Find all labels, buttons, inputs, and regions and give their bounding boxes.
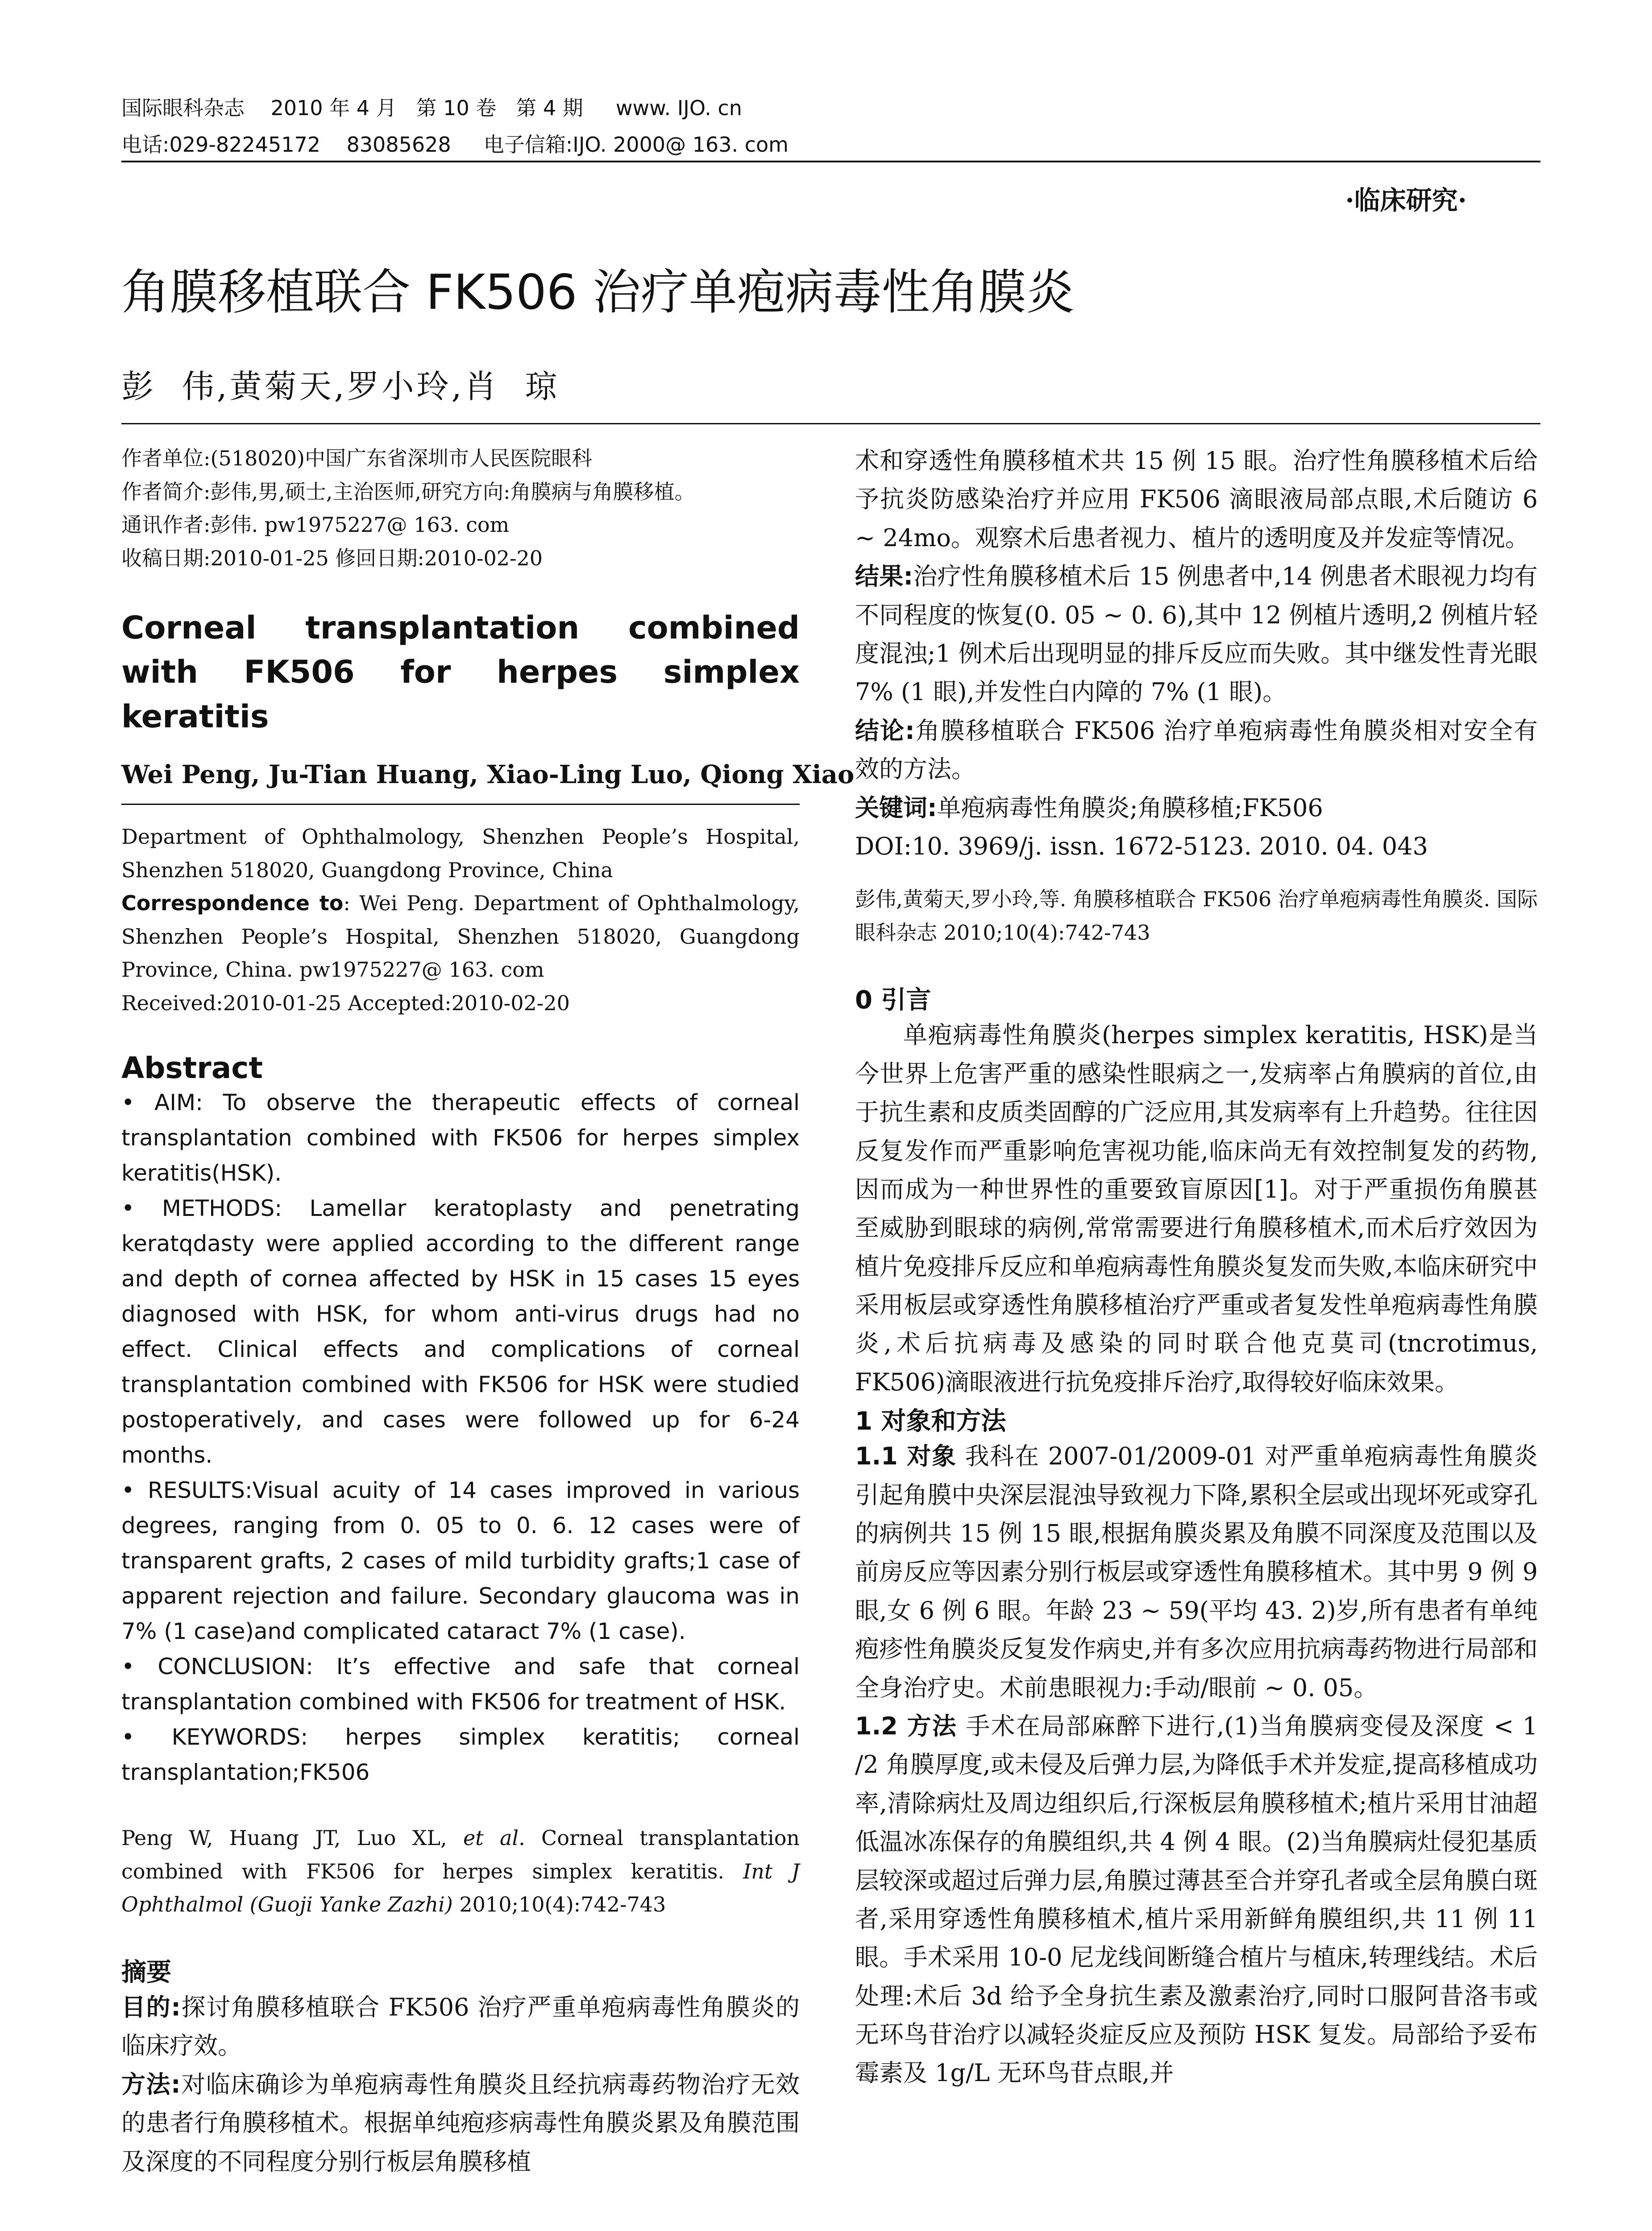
chinese-keywords: [855, 789, 1538, 827]
keywords-label: 关键词:: [855, 793, 937, 822]
abstract-aim: • AIM: To observe the therapeutic effects of corneal transplantation combined with FK506 for herpes simplex keratitis(HSK).: [121, 1090, 800, 1186]
english-correspondence: [121, 887, 800, 987]
citation-authors: Peng W, Huang JT, Luo XL,: [121, 1826, 447, 1850]
english-authors: Wei Peng, Ju-Tian Huang, Xiao-Ling Luo, Qiong Xiao: [121, 760, 855, 790]
english-title: Corneal transplantation combined with FK506 for herpes simplex keratitis: [121, 610, 800, 735]
affiliation: 作者单位:(518020)中国广东省深圳市人民医院眼科: [121, 446, 592, 470]
results-text: 治疗性角膜移植术后 15 例患者中,14 例患者术眼视力均有不同程度的恢复(0. 05 ~ 0. 6),其中 12 例植片透明,2 例植片轻度混浊;1 例术后出现明显的排斥反应而失败。其中继发性青光眼 7% (1 眼),并发性白内障的 7% (1 眼)。: [855, 562, 1538, 706]
abstract-conclusion: • CONCLUSION: It’s effective and safe that corneal transplantation combined with FK506 for treatment of HSK.: [121, 1654, 800, 1715]
introduction-heading: 0 引言: [855, 986, 931, 1015]
author-bio: 作者简介:彭伟,男,硕士,主治医师,研究方向:角膜病与角膜移植。: [121, 479, 695, 504]
abstract-methods: • METHODS: Lamellar keratoplasty and penetrating keratqdasty were applied according to the different range and depth of cornea affected by HSK in 15 cases 15 eyes diagnosed with HSK, for whom anti-virus drugs had no effect. Clinical effects and complications of corneal transplantation combined with FK506 for HSK were studied postoperatively, and cases were followed up for 6-24 months.: [121, 1195, 800, 1468]
english-affiliation: Department of Ophthalmology, Shenzhen People’s Hospital, Shenzhen 518020, Guangdong Province, China: [121, 825, 800, 882]
citation-journal: Int J Ophthalmol (Guoji Yanke Zazhi): [121, 1859, 800, 1917]
chinese-results: [855, 557, 1538, 712]
journal-header-line2: 电话:029-82245172 83085628 电子信箱:IJO. 2000@ 163. com: [121, 133, 789, 157]
subjects-label: 1.1 对象: [855, 1442, 957, 1471]
abstract-keywords: • KEYWORDS: herpes simplex keratitis; corneal transplantation;FK506: [121, 1724, 800, 1786]
right-column: [855, 442, 1538, 2093]
chinese-abstract-heading: 摘要: [121, 1957, 171, 1987]
subjects-paragraph: [855, 1437, 1538, 1707]
aim-text: 探讨角膜移植联合 FK506 治疗严重单疱病毒性角膜炎的临床疗效。: [121, 1993, 800, 2060]
conclusion-text: 角膜移植联合 FK506 治疗单疱病毒性角膜炎相对安全有效的方法。: [855, 716, 1538, 784]
method-label: 方法:: [121, 2070, 181, 2098]
introduction-text: 单疱病毒性角膜炎(herpes simplex keratitis, HSK)是当今世界上危害严重的感染性眼病之一,发病率占角膜病的首位,由于抗生素和皮质类固醇的广泛应用,其发病率有上升趋势。往往因反复发作而严重影响危害视功能,临床尚无有效控制复发的药物,因而成为一种世界性的重要致盲原因[1]。对于严重损伤角膜甚至威胁到眼球的病例,常常需要进行角膜移植术,而术后疗效因为植片免疫排斥反应和单疱病毒性角膜炎复发而失败,本临床研究中采用板层或穿透性角膜移植治疗严重或者复发性单疱病毒性角膜炎,术后抗病毒及感染的同时联合他克莫司(tncrotimus, FK506)滴眼液进行抗免疫排斥治疗,取得较好临床效果。: [855, 1021, 1538, 1396]
title-rule: [121, 423, 1540, 424]
received-dates: 收稿日期:2010-01-25 修回日期:2010-02-20: [121, 546, 543, 570]
chinese-method: [121, 2065, 800, 2181]
article-title: 角膜移植联合 FK506 治疗单疱病毒性角膜炎: [121, 265, 1075, 320]
chinese-citation: 彭伟,黄菊天,罗小玲,等. 角膜移植联合 FK506 治疗单疱病毒性角膜炎. 国际眼科杂志 2010;10(4):742-743: [855, 887, 1538, 945]
header-rule: [121, 161, 1540, 162]
abstract-heading: Abstract: [121, 1051, 263, 1086]
doi: DOI:10. 3969/j. issn. 1672-5123. 2010. 04. 043: [855, 832, 1428, 860]
keywords-text: 单疱病毒性角膜炎;角膜移植;FK506: [937, 793, 1323, 822]
aim-label: 目的:: [121, 1993, 181, 2021]
chinese-conclusion: [855, 712, 1538, 789]
method-text: 对临床确诊为单疱病毒性角膜炎且经抗病毒药物治疗无效的患者行角膜移植术。根据单纯疱疹病毒性角膜炎累及角膜范围及深度的不同程度分别行板层角膜移植: [121, 2070, 800, 2176]
method-section-label: 1.2 方法: [855, 1712, 958, 1740]
section-tag: ·临床研究·: [1345, 185, 1467, 216]
chinese-aim: [121, 1988, 800, 2065]
conclusion-label: 结论:: [855, 716, 915, 745]
left-column: [121, 442, 855, 2181]
journal-header-line1: 国际眼科杂志 2010 年 4 月 第 10 卷 第 4 期 www. IJO. cn: [121, 96, 742, 120]
abstract-results: • RESULTS:Visual acuity of 14 cases improved in various degrees, ranging from 0. 05 to 0. 6. 12 cases were of transparent grafts, 2 cases of mild turbidity grafts;1 case of apparent rejection and failure. Secondary glaucoma was in 7% (1 case)and complicated cataract 7% (1 case).: [121, 1477, 800, 1645]
author-list: 彭 伟,黄菊天,罗小玲,肖 琼: [121, 368, 560, 405]
correspondence-label: Correspondence to: [121, 891, 344, 916]
results-label: 结果:: [855, 562, 913, 591]
subjects-text: 我科在 2007-01/2009-01 对严重单疱病毒性角膜炎引起角膜中央深层混浊导致视力下降,累积全层或出现坏死或穿孔的病例共 15 例 15 眼,根据角膜炎累及角膜不同深度及范围以及前房反应等因素分别行板层或穿透性角膜移植术。其中男 9 例 9 眼,女 6 例 6 眼。年龄 23 ~ 59(平均 43. 2)岁,所有患者有单纯疱疹性角膜炎反复发作病史,并有多次应用抗病毒药物进行局部和全身治疗史。术前患眼视力:手动/眼前 ~ 0. 05。: [855, 1442, 1538, 1702]
english-citation: [121, 1821, 800, 1921]
english-received: Received:2010-01-25 Accepted:2010-02-20: [121, 991, 570, 1015]
citation-volume: 2010;10(4):742-743: [459, 1892, 666, 1917]
citation-title: . Corneal transplantation combined with FK506 for herpes simplex keratitis.: [121, 1826, 800, 1883]
method-paragraph: [855, 1707, 1538, 2093]
correspondence-text: : Wei Peng. Department of Ophthalmology, Shenzhen People’s Hospital, Shenzhen 518020, Guangdong Province, China. pw1975227@ 163. com: [121, 891, 800, 982]
english-authors-rule: [121, 804, 800, 805]
citation-etal: et al: [463, 1826, 519, 1850]
methods-heading: 1 对象和方法: [855, 1407, 1006, 1436]
method-section-text: 手术在局部麻醉下进行,(1)当角膜病变侵及深度 < 1 /2 角膜厚度,或未侵及后弹力层,为降低手术并发症,提高移植成功率,清除病灶及周边组织后,行深板层角膜移植术;植片采用甘油超低温冰冻保存的角膜组织,共 4 例 4 眼。(2)当角膜病灶侵犯基质层较深或超过后弹力层,角膜过薄甚至合并穿孔者或全层角膜白斑者,采用穿透性角膜移植术,植片采用新鲜角膜组织,共 11 例 11 眼。手术采用 10-0 尼龙线间断缝合植片与植床,转理线结。术后处理:术后 3d 给予全身抗生素及激素治疗,同时口服阿昔洛韦或无环鸟苷治疗以减轻炎症反应及预防 HSK 复发。局部给予妥布霉素及 1g/L 无环鸟苷点眼,并: [855, 1712, 1538, 2087]
corresponding-author: 通讯作者:彭伟. pw1975227@ 163. com: [121, 513, 510, 537]
method-continued: 术和穿透性角膜移植术共 15 例 15 眼。治疗性角膜移植术后给予抗炎防感染治疗并应用 FK506 滴眼液局部点眼,术后随访 6 ~ 24mo。观察术后患者视力、植片的透明度及并发症等情况。: [855, 447, 1538, 552]
